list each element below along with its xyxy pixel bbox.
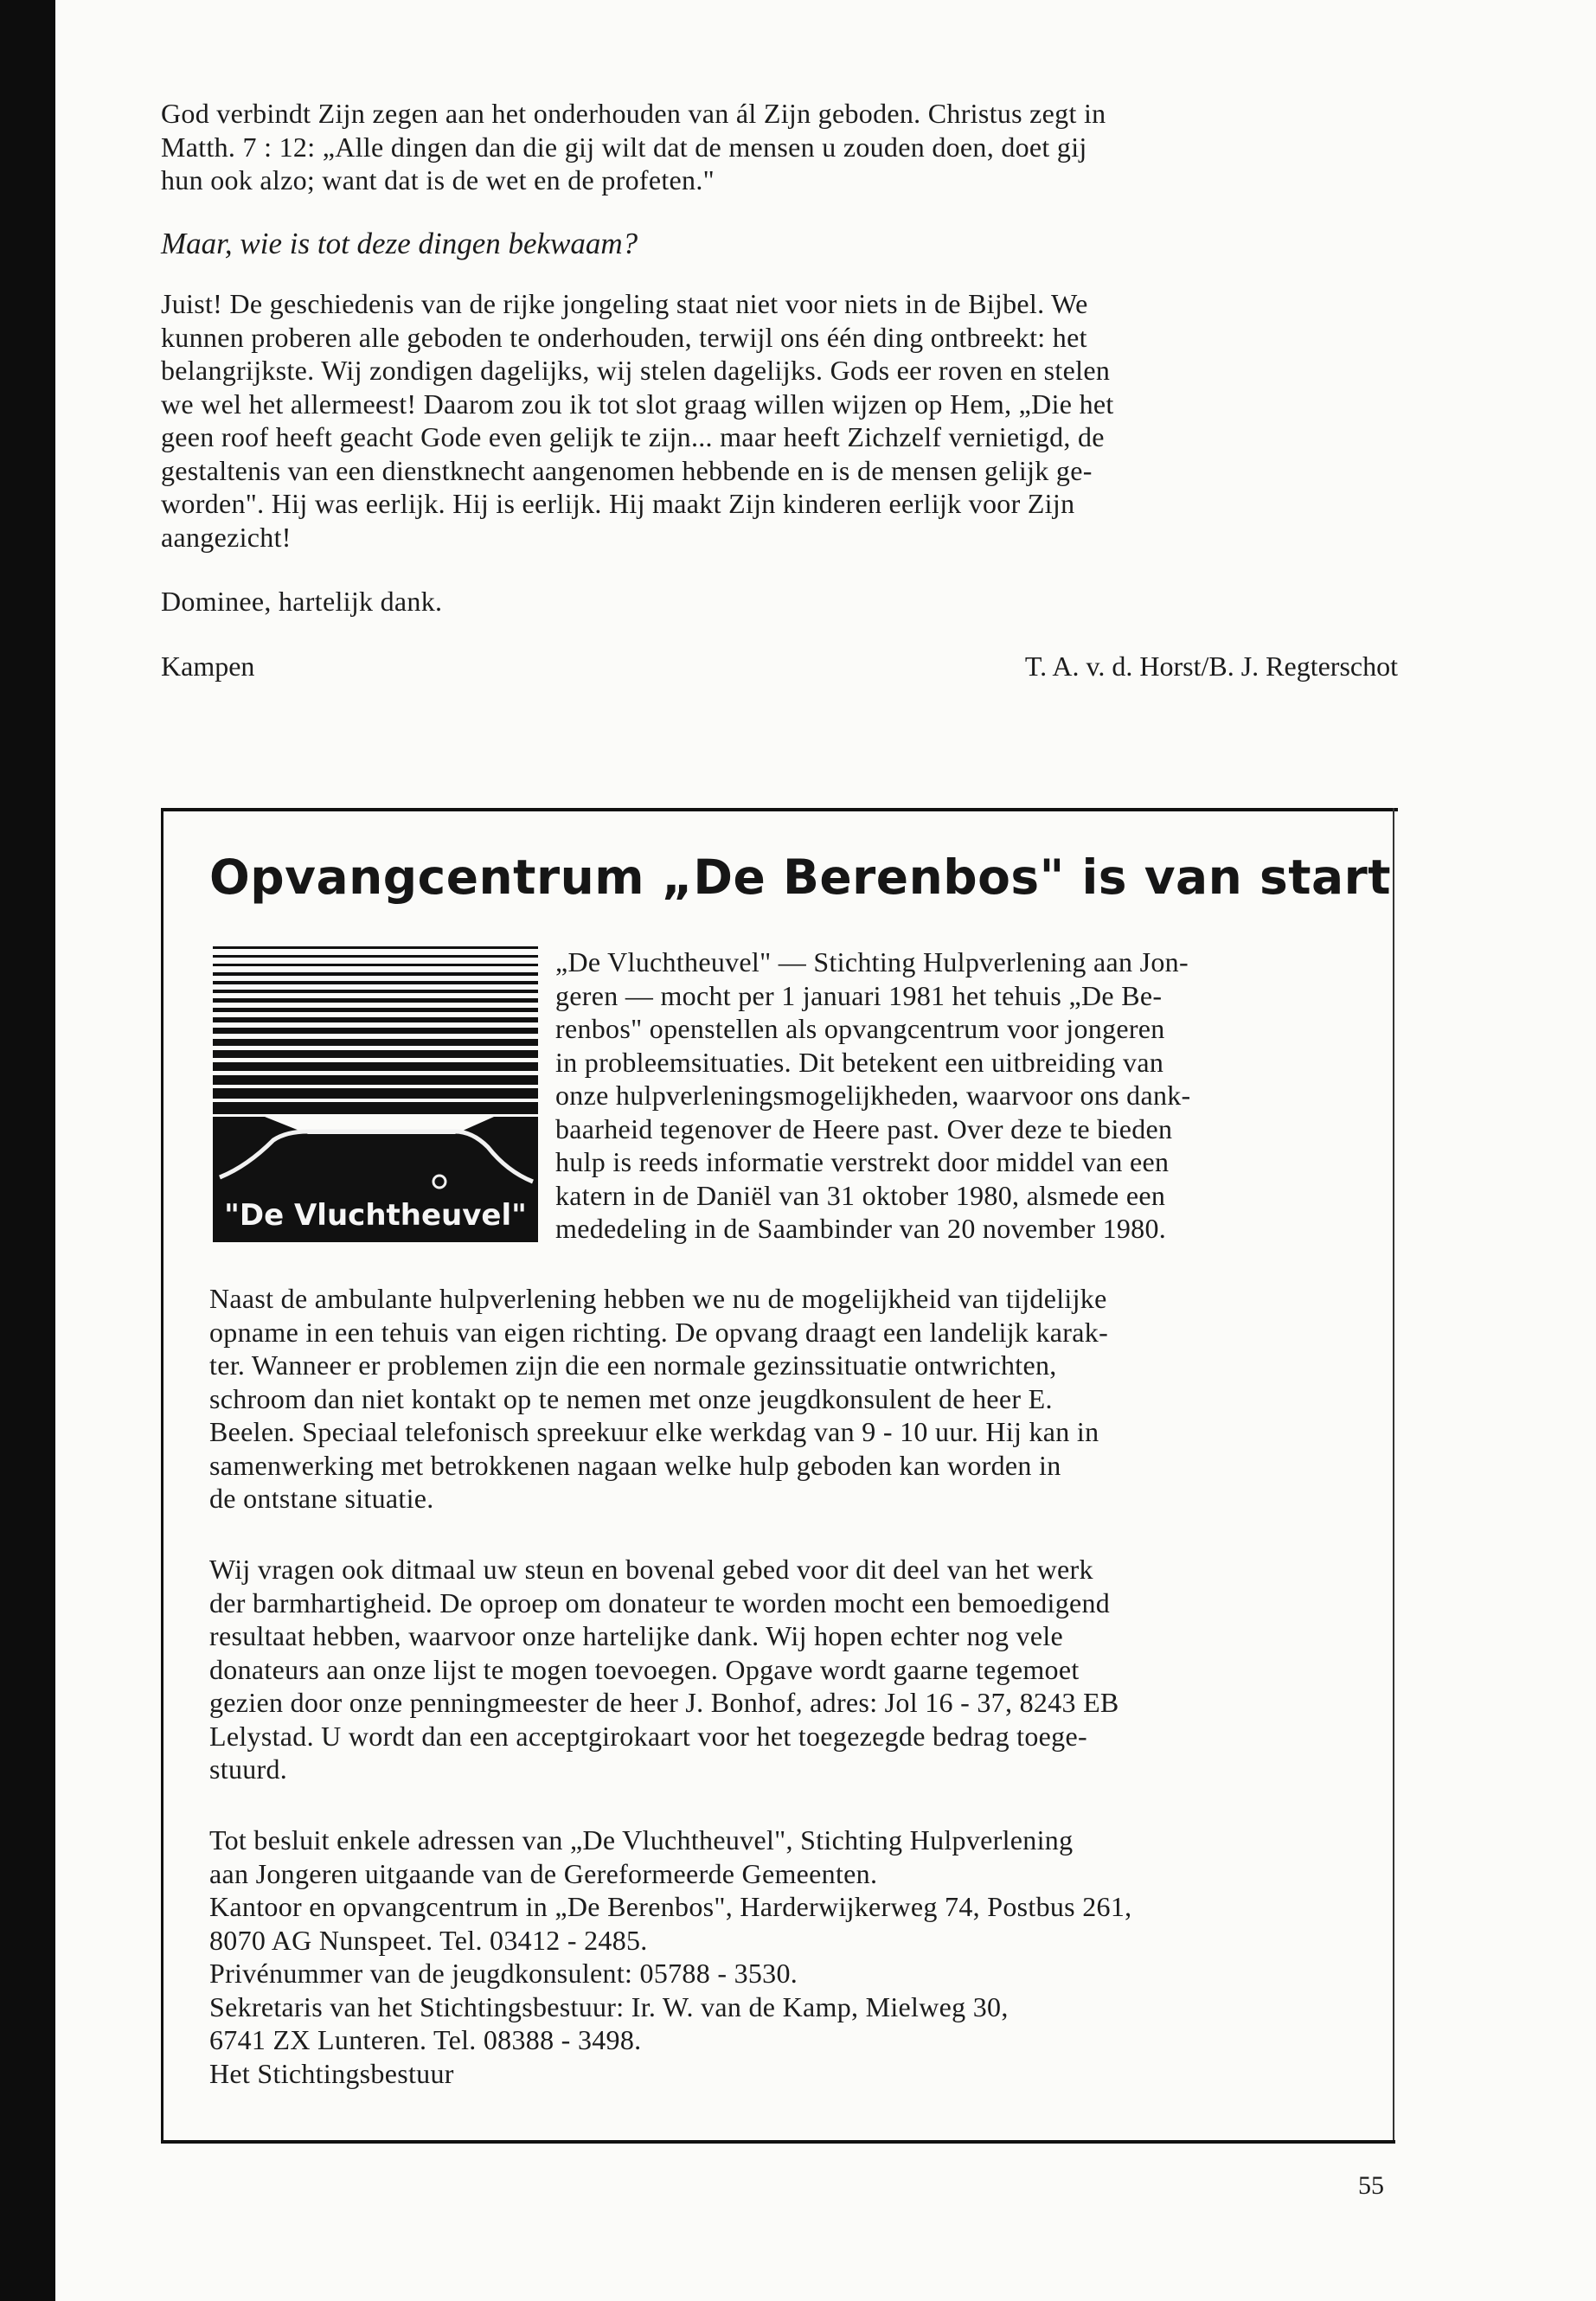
text-line: Wij vragen ook ditmaal uw steun en bovenal gebed voor dit deel van het werk [209,1554,1093,1585]
text-line: der barmhartigheid. De oproep om donateur te worden mocht een bemoedigend [209,1586,1111,1618]
page-number: 55 [1358,2171,1384,2200]
box-right-rule [1393,808,1394,2140]
text-line: 6741 ZX Lunteren. Tel. 08388 - 3498. [209,2024,642,2055]
text-line: schroom dan niet kontakt op te nemen met onze jeugdkonsulent de heer E. [209,1382,1053,1414]
text-line: Privénummer van de jeugdkonsulent: 05788 - 3530. [209,1958,798,1989]
text-line: baarheid tegenover de Heere past. Over deze te bieden [555,1112,1173,1144]
text-line: stuurd. [209,1753,288,1785]
text-line: Kantoor en opvangcentrum in „De Berenbos", Harderwijkerweg 74, Postbus 261, [209,1891,1132,1922]
text-line: Matth. 7 : 12: „Alle dingen dan die gij wilt dat de mensen u zouden doen, doet gij [161,131,1087,163]
box-top-rule [161,808,1398,811]
box-intro [555,945,1348,1246]
text-line: 8070 AG Nunspeet. Tel. 03412 - 2485. [209,1924,648,1956]
vluchtheuvel-logo [213,939,538,1242]
text-line: geen roof heeft geacht Gode even gelijk te zijn... maar heeft Zichzelf vernietigd, de [161,421,1105,452]
text-line: Lelystad. U wordt dan een acceptgirokaart voor het toegezegde bedrag toege- [209,1720,1087,1752]
text-line: God verbindt Zijn zegen aan het onderhouden van ál Zijn geboden. Christus zegt in [161,98,1106,129]
text-line: aan Jongeren uitgaande van de Gereformeerde Gemeenten. [209,1857,878,1889]
binding-strip [0,0,55,2301]
text-line: we wel het allermeest! Daarom zou ik tot slot graag willen wijzen op Hem, „Die het [161,388,1114,420]
text-line: ter. Wanneer er problemen zijn die een normale gezinssituatie ontwrichten, [209,1349,1057,1381]
text-line: gezien door onze penningmeester de heer J. Bonhof, adres: Jol 16 - 37, 8243 EB [209,1687,1119,1718]
text-line: hun ook alzo; want dat is de wet en de profeten." [161,164,715,195]
box-left-rule [161,808,163,2140]
place: Kampen [161,651,255,682]
text-line: hulp is reeds informatie verstrekt door middel van een [555,1146,1170,1177]
text-line: samenwerking met betrokkenen nagaan welke hulp geboden kan worden in [209,1449,1061,1481]
text-line: kunnen proberen alle geboden te onderhouden, terwijl ons één ding ontbreekt: het [161,321,1087,353]
authors: T. A. v. d. Horst/B. J. Regterschot [1024,651,1398,682]
text-line: Juist! De geschiedenis van de rijke jongeling staat niet voor niets in de Bijbel. We [161,288,1088,319]
article-para-1 [161,97,1398,197]
text-line: geren — mocht per 1 januari 1981 het tehuis „De Be- [555,979,1163,1011]
text-line: worden". Hij was eerlijk. Hij is eerlijk. Hij maakt Zijn kinderen eerlijk voor Zijn [161,488,1075,519]
text-line: Het Stichtingsbestuur [209,2057,454,2089]
text-line: Tot besluit enkele adressen van „De Vluchtheuvel", Stichting Hulpverlening [209,1824,1074,1856]
italic-question: Maar, wie is tot deze dingen bekwaam? [161,227,638,260]
box-para-3 [209,1553,1348,1786]
box-para-4 [209,1823,1348,2090]
text-line: in probleemsituaties. Dit betekent een uitbreiding van [555,1046,1164,1078]
text-line: opname in een tehuis van eigen richting. De opvang draagt een landelijk karak- [209,1316,1109,1348]
text-line: de ontstane situatie. [209,1483,434,1514]
thanks-line: Dominee, hartelijk dank. [161,586,443,617]
text-line: aangezicht! [161,521,292,553]
text-line: Beelen. Speciaal telefonisch spreekuur elke werkdag van 9 - 10 uur. Hij kan in [209,1416,1099,1447]
text-line: „De Vluchtheuvel" — Stichting Hulpverlening aan Jon- [555,946,1189,977]
text-line: onze hulpverleningsmogelijkheden, waarvoor ons dank- [555,1080,1191,1111]
text-line: resultaat hebben, waarvoor onze hartelijke dank. Wij hopen echter nog vele [209,1620,1064,1651]
text-line: donateurs aan onze lijst te mogen toevoegen. Opgave wordt gaarne tegemoet [209,1653,1080,1685]
text-line: gestaltenis van een dienstknecht aangenomen hebbende en is de mensen gelijk ge- [161,454,1093,486]
text-line: Sekretaris van het Stichtingsbestuur: Ir. W. van de Kamp, Mielweg 30, [209,1990,1009,2022]
text-line: renbos" openstellen als opvangcentrum voor jongeren [555,1013,1165,1044]
text-line: Naast de ambulante hulpverlening hebben we nu de mogelijkheid van tijdelijke [209,1283,1107,1314]
text-line: mededeling in de Saambinder van 20 november 1980. [555,1213,1167,1244]
text-line: belangrijkste. Wij zondigen dagelijks, wij stelen dagelijks. Gods eer roven en stelen [161,355,1111,386]
box-title: Opvangcentrum „De Berenbos" is van start [209,849,1392,905]
logo-text: "De Vluchtheuvel" [224,1198,527,1233]
box-para-2 [209,1282,1348,1516]
text-line: katern in de Daniël van 31 oktober 1980, alsmede een [555,1179,1166,1211]
article-para-2 [161,287,1398,554]
signature-row [161,651,1398,683]
box-bottom-rule [161,2140,1395,2144]
